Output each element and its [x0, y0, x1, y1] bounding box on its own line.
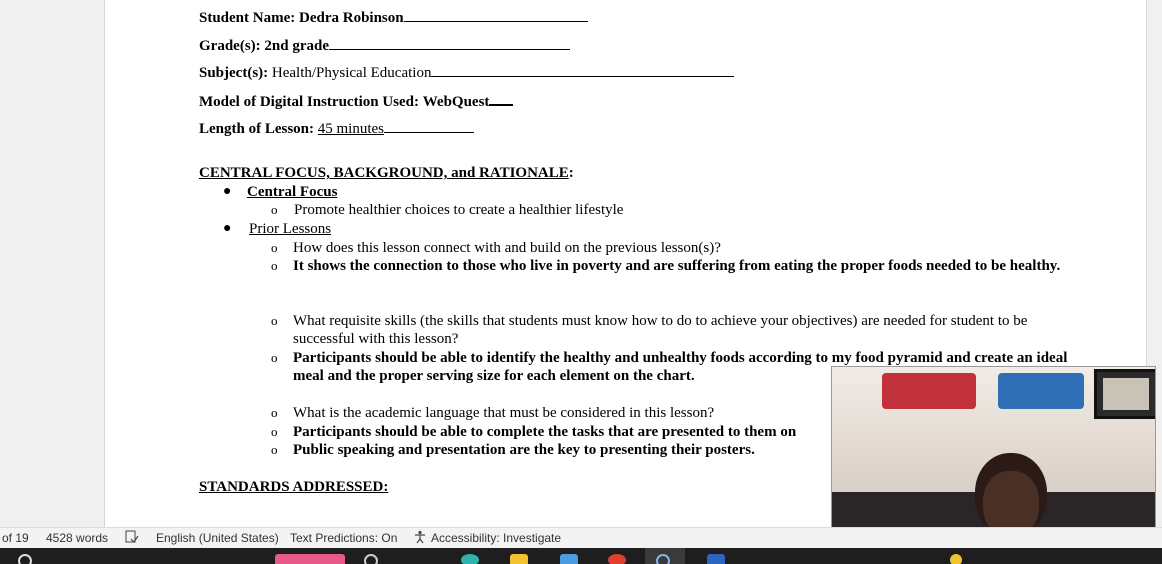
answer-1: It shows the connection to those who live in poverty and are suffering from eating the proper foods needed to be healthy. — [293, 258, 1061, 274]
fill-line — [404, 8, 588, 22]
fill-line — [384, 119, 474, 133]
sub-bullet-marker: o — [271, 350, 278, 365]
central-focus-title: Central Focus — [247, 184, 338, 200]
section-heading-line — [199, 164, 574, 182]
sub-bullet-marker: o — [271, 313, 278, 328]
word-icon[interactable] — [707, 554, 725, 564]
page-count[interactable]: of 19 — [2, 531, 29, 545]
question-1: How does this lesson connect with and build on the previous lesson(s)? — [293, 240, 721, 256]
length-line — [199, 119, 474, 138]
model-value: WebQuest — [422, 94, 490, 110]
sub-bullet-marker: o — [271, 240, 278, 255]
subject-value: Health/Physical Education — [271, 65, 432, 81]
grade-label: Grade(s): — [199, 38, 261, 54]
section-heading-colon: : — [568, 165, 574, 181]
cortana-icon[interactable] — [656, 554, 670, 564]
student-name-value: Dedra Robinson — [299, 10, 404, 26]
browser-icon[interactable] — [364, 554, 378, 564]
answer-3a: Participants should be able to complete the tasks that are presented to them on — [293, 424, 797, 440]
central-focus-text: Promote healthier choices to create a healthier lifestyle — [294, 202, 624, 218]
chrome-icon[interactable] — [461, 554, 479, 564]
file-explorer-icon[interactable] — [510, 554, 528, 564]
subject-label: Subject(s): — [199, 65, 269, 81]
fill-line — [489, 91, 513, 106]
prior-lessons-title: Prior Lessons — [249, 221, 332, 237]
question-3: What is the academic language that must be considered in this lesson? — [293, 405, 715, 421]
sub-bullet-marker: o — [271, 258, 278, 273]
model-label: Model of Digital Instruction Used: — [199, 94, 419, 110]
edge-icon[interactable] — [608, 554, 626, 564]
grade-value: 2nd grade — [264, 38, 329, 54]
weather-icon[interactable] — [950, 554, 962, 564]
subject-line — [199, 63, 734, 82]
fill-line — [431, 63, 734, 77]
section-heading: CENTRAL FOCUS, BACKGROUND, and RATIONALE — [199, 165, 569, 181]
standards-heading: STANDARDS ADDRESSED: — [199, 479, 389, 495]
student-name-label: Student Name: — [199, 10, 296, 26]
widgets-icon[interactable] — [275, 554, 345, 564]
answer-2: Participants should be able to identify the healthy and unhealthy foods according to my food pyramid and create an ideal meal and the proper serving size for each element on the chart. — [293, 350, 1068, 384]
webcam-video-overlay[interactable] — [831, 366, 1156, 550]
accessibility-status[interactable]: Accessibility: Investigate — [431, 531, 562, 545]
bullet-marker: ● — [223, 221, 232, 236]
grade-line — [199, 36, 570, 55]
answer-3b: Public speaking and presentation are the key to presenting their posters. — [293, 442, 755, 458]
taskbar — [0, 548, 1162, 564]
word-count[interactable]: 4528 words — [46, 531, 109, 545]
search-icon[interactable] — [18, 554, 32, 564]
model-line — [199, 91, 513, 111]
sub-bullet-marker: o — [271, 424, 278, 439]
status-bar — [0, 527, 1162, 549]
store-icon[interactable] — [560, 554, 578, 564]
bullet-marker: ● — [223, 184, 232, 199]
left-margin — [0, 0, 105, 527]
wall-frame-blue — [998, 373, 1084, 409]
student-name-line — [199, 8, 588, 27]
sub-bullet-marker: o — [271, 202, 278, 217]
language-status[interactable]: English (United States) — [156, 531, 279, 545]
proofing-icon[interactable] — [125, 530, 139, 547]
text-predictions-status[interactable]: Text Predictions: On — [290, 531, 398, 545]
wall-frame-dark — [1094, 369, 1156, 419]
sub-bullet-marker: o — [271, 442, 278, 457]
sub-bullet-marker: o — [271, 405, 278, 420]
fill-line — [329, 36, 570, 50]
length-label: Length of Lesson: — [199, 121, 315, 137]
question-2: What requisite skills (the skills that students must know how to do to achieve your objectives) are needed for student to be successful with this lesson? — [293, 313, 1028, 347]
length-value: 45 minutes — [317, 121, 385, 137]
accessibility-icon[interactable] — [413, 530, 427, 547]
wall-frame-red — [882, 373, 976, 409]
